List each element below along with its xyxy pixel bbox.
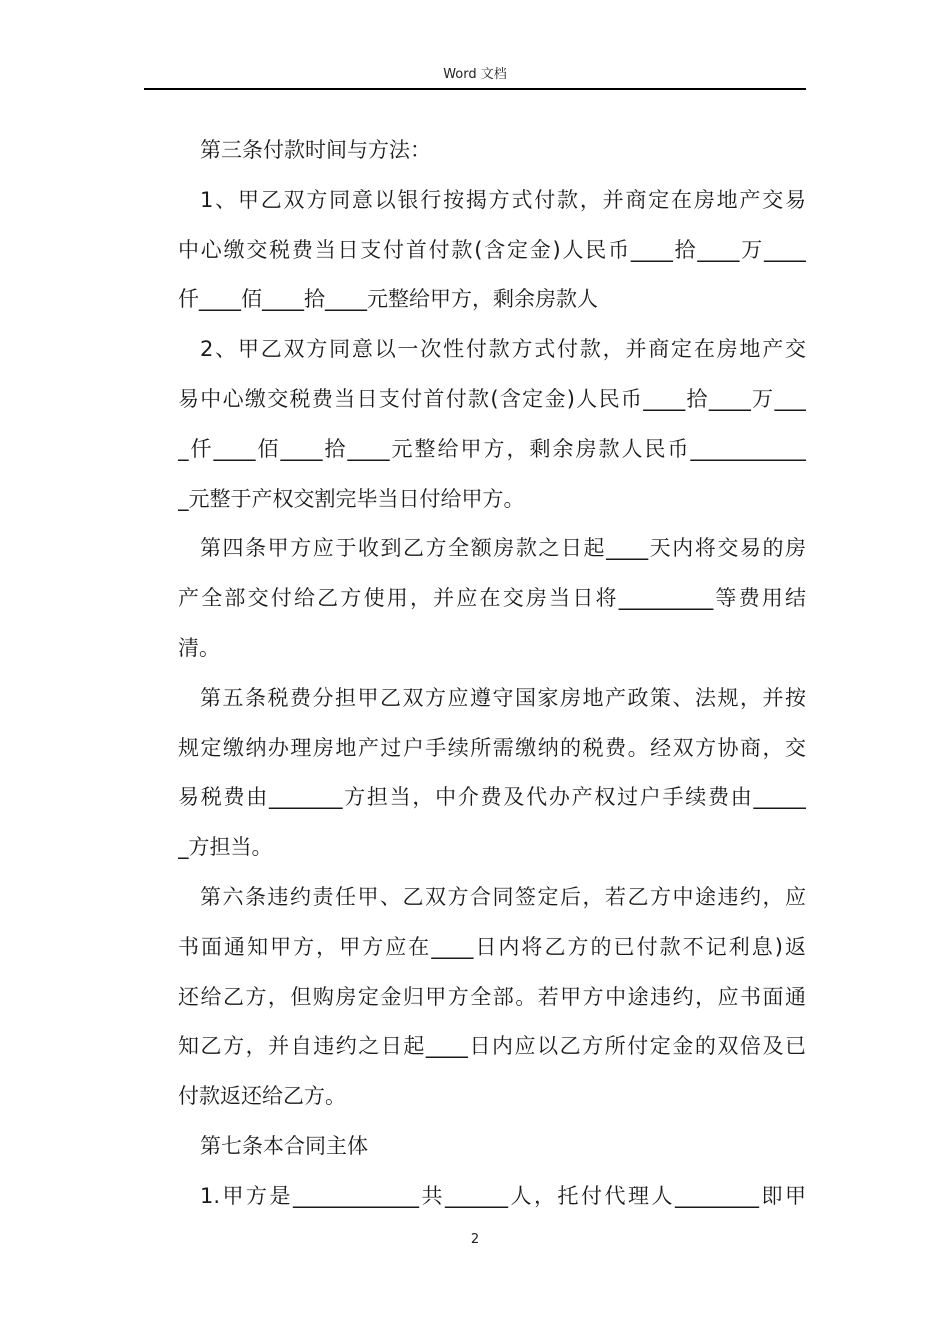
- text-line: 易税费由_______方担当，中介费及代办产权过户手续费由_____: [178, 785, 806, 810]
- page-number: 2: [470, 1232, 480, 1247]
- page-header: [144, 62, 806, 90]
- text-line: 易中心缴交税费当日支付首付款(含定金)人民币____拾____万___: [178, 386, 806, 411]
- text-line: _元整于产权交割完毕当日付给甲方。: [178, 486, 525, 511]
- text-line: 书面通知甲方，甲方应在____日内将乙方的已付款不记利息)返: [178, 934, 806, 959]
- text-line: 产全部交付给乙方使用，并应在交房当日将_________等费用结: [178, 586, 806, 611]
- text-line: 第六条违约责任甲、乙双方合同签定后，若乙方中途违约，应: [200, 884, 806, 909]
- text-line: _方担当。: [178, 835, 273, 860]
- text-line: _仟____佰____拾____元整给甲方，剩余房款人民币___________: [178, 436, 806, 461]
- text-line: 第七条本合同主体: [200, 1133, 368, 1158]
- text-line: 第五条税费分担甲乙双方应遵守国家房地产政策、法规，并按: [200, 685, 806, 710]
- text-line: 清。: [178, 635, 220, 660]
- text-line: 知乙方，并自违约之日起____日内应以乙方所付定金的双倍及已: [178, 1034, 806, 1059]
- text-line: 规定缴纳办理房地产过户手续所需缴纳的税费。经双方协商，交: [178, 735, 806, 760]
- text-line: 第三条付款时间与方法：: [200, 138, 431, 162]
- text-line: 1、甲乙双方同意以银行按揭方式付款，并商定在房地产交易: [200, 187, 806, 212]
- document-body: [178, 126, 806, 1222]
- header-title: Word 文档: [443, 67, 507, 82]
- text-line: 还给乙方，但购房定金归甲方全部。若甲方中途违约，应书面通: [178, 984, 806, 1009]
- text-line: 2、甲乙双方同意以一次性付款方式付款，并商定在房地产交: [200, 337, 806, 362]
- text-line: 中心缴交税费当日支付首付款(含定金)人民币____拾____万____: [178, 237, 806, 262]
- text-line: 第四条甲方应于收到乙方全额房款之日起____天内将交易的房: [200, 536, 806, 561]
- text-line: 1.甲方是____________共______人，托付代理人________即甲: [200, 1183, 806, 1208]
- page-footer: [0, 1228, 950, 1247]
- text-line: 付款返还给乙方。: [178, 1084, 346, 1109]
- text-line: 仟____佰____拾____元整给甲方，剩余房款人: [178, 287, 598, 312]
